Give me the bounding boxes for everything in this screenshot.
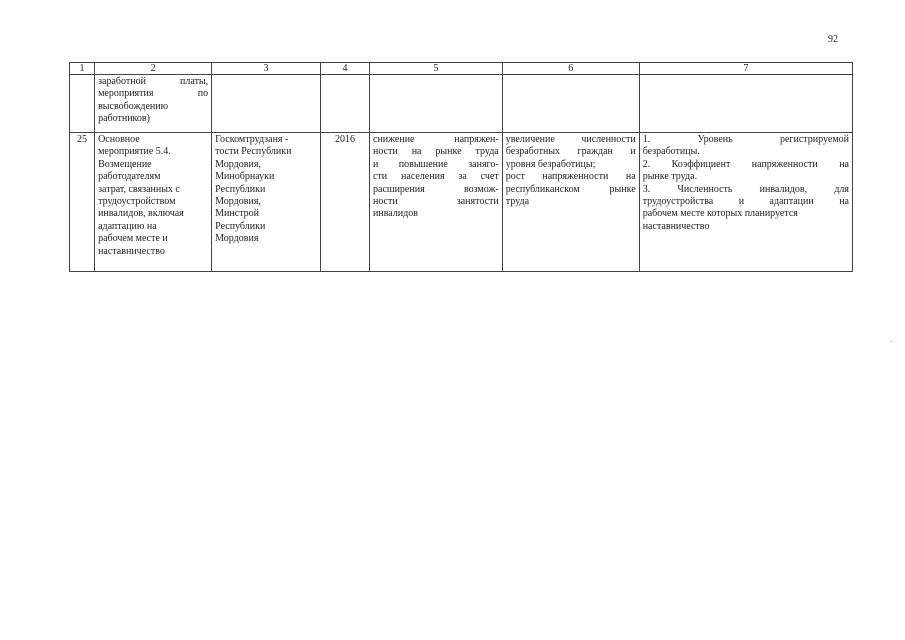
text-line: ности занятости [373, 196, 499, 208]
header-cell: 1 [70, 63, 95, 75]
text-line: тости Республики [215, 146, 292, 158]
table-row-25 [70, 133, 853, 272]
text-line: инвалидов [373, 208, 418, 220]
text-line: рабочем месте которых планируется [642, 208, 798, 220]
table-cell [370, 75, 503, 133]
table-cell [320, 75, 369, 133]
text-line: заработной платы, [98, 76, 209, 87]
text-line: высвобождению [98, 100, 169, 112]
text-line: безработных граждан и [505, 146, 636, 158]
text-line: затрат, связанных с [98, 183, 180, 195]
text-line: ности на рынке труда [373, 146, 499, 158]
text-line: снижение напряжен- [373, 134, 499, 145]
text-line: мероприятие 5.4. [98, 146, 171, 158]
text-line: расширения возмож- [373, 183, 499, 195]
text-line: Возмещение [98, 158, 152, 170]
text-line: безработицы. [642, 146, 700, 158]
text-line: трудоустройством [98, 196, 176, 208]
document-table [69, 62, 853, 272]
text-line: адаптацию на [98, 220, 157, 232]
text-line: Минстрой [215, 208, 260, 220]
text-line: наставничество [98, 245, 165, 257]
consequences-cell [502, 133, 639, 272]
text-line: трудоустройства и адаптации на [642, 196, 849, 208]
text-line: республиканском рынке [505, 183, 636, 195]
text-line: Минобрнауки [215, 171, 275, 183]
header-cell: 5 [370, 63, 503, 75]
text-line: наставничество [642, 220, 710, 232]
page-number: 92 [828, 34, 838, 45]
header-cell: 7 [639, 63, 852, 75]
table-cell [639, 75, 852, 133]
text-line: 1. Уровень регистрируемой [642, 134, 849, 145]
text-line: Мордовия, [215, 158, 261, 170]
header-cell: 3 [212, 63, 321, 75]
text-line: инвалидов, включая [98, 208, 184, 220]
text-line: Мордовия [215, 233, 259, 245]
indicators-cell [639, 133, 852, 272]
table-header-row [70, 63, 853, 75]
continuation-text-cell [95, 75, 212, 133]
expected-result-cell [370, 133, 503, 272]
text-line: 2. Коэффициент напряженности на [642, 158, 849, 170]
year-cell: 2016 [320, 133, 369, 272]
executor-cell [212, 133, 321, 272]
text-line: Мордовия, [215, 196, 261, 208]
text-line: труда [505, 196, 530, 208]
header-cell: 6 [502, 63, 639, 75]
text-line: Госкомтрудзаня - [215, 134, 289, 145]
table-cell [502, 75, 639, 133]
table-cell [212, 75, 321, 133]
text-line: Республики [215, 220, 266, 232]
text-line: мероприятия по [98, 88, 209, 100]
text-line: рост напряженности на [505, 171, 636, 183]
measure-name-cell [95, 133, 212, 272]
text-line: уровня безработицы; [505, 158, 596, 170]
table-row-continuation [70, 75, 853, 133]
scan-speck [891, 341, 892, 342]
text-line: работников) [98, 113, 150, 125]
text-line: увеличение численности [505, 134, 636, 145]
table-cell [70, 75, 95, 133]
header-cell: 2 [95, 63, 212, 75]
text-line: работодателям [98, 171, 161, 183]
text-line: Республики [215, 183, 266, 195]
row-number-cell: 25 [70, 133, 95, 272]
text-line: Основное [98, 134, 140, 145]
text-line: и повышение заняго- [373, 158, 499, 170]
text-line: сти населения за счет [373, 171, 499, 183]
text-line: рынке труда. [642, 171, 698, 183]
text-line: 3. Численность инвалидов, для [642, 183, 849, 195]
header-cell: 4 [320, 63, 369, 75]
text-line: рабочем месте и [98, 233, 168, 245]
